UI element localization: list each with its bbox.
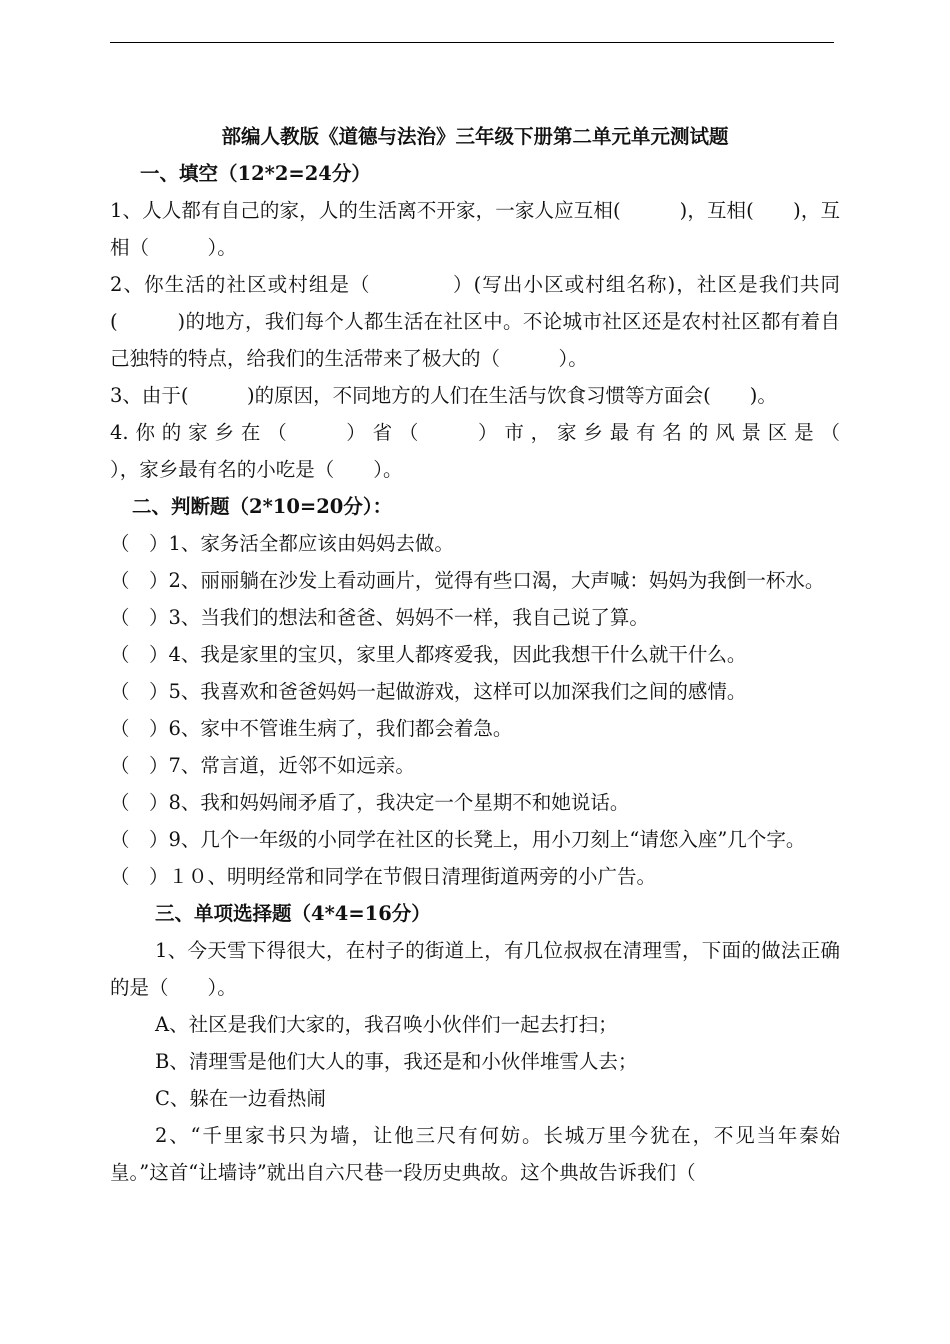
fill-blank-question-1: 1、人人都有自己的家，人的生活离不开家，一家人应互相( )，互相( )，互相（ ）。: [110, 199, 840, 259]
choice-question-1-option-c: C、躲在一边看热闹: [155, 1087, 326, 1110]
choice-question-1-option-a: A、社区是我们大家的，我召唤小伙伴们一起去打扫；: [155, 1013, 618, 1036]
true-false-item-6: （ ）6、家中不管谁生病了，我们都会着急。: [110, 717, 513, 740]
page-title: 部编人教版《道德与法治》三年级下册第二单元单元测试题: [221, 125, 729, 148]
choice-question-1: 1、今天雪下得很大，在村子的街道上，有几位叔叔在清理雪，下面的做法正确的是（ ）。: [110, 939, 840, 999]
header-rule: [110, 42, 834, 43]
fill-blank-question-4-line-2: ），家乡最有名的小吃是（ ）。: [110, 458, 403, 481]
true-false-item-4: （ ）4、我是家里的宝贝，家里人都疼爱我，因此我想干什么就干什么。: [110, 643, 747, 666]
section-multiple-choice-heading: 三、单项选择题（4*4=16分）: [155, 902, 431, 925]
true-false-item-7: （ ）7、常言道，近邻不如远亲。: [110, 754, 415, 777]
document-body: [110, 118, 840, 1191]
fill-blank-question-3: 3、由于( )的原因，不同地方的人们在生活与饮食习惯等方面会( )。: [110, 384, 777, 407]
fill-blank-question-4-line-1: 4.你的家乡在（ ）省（ ）市，家乡最有名的风景区是（: [110, 421, 840, 444]
fill-blank-question-2: 2、你生活的社区或村组是（ ）(写出小区或村组名称)，社区是我们共同( )的地方，我们每个人都生活在社区中。不论城市社区还是农村社区都有着自己独特的特点，给我们的生活带来了极大的（ ）。: [110, 273, 840, 370]
true-false-item-2: （ ）2、丽丽躺在沙发上看动画片，觉得有些口渴，大声喊：妈妈为我倒一杯水。: [110, 569, 825, 592]
true-false-item-1: （ ）1、家务活全都应该由妈妈去做。: [110, 532, 454, 555]
true-false-item-3: （ ）3、当我们的想法和爸爸、妈妈不一样，我自己说了算。: [110, 606, 649, 629]
section-fill-blank-heading: 一、填空（12*2=24分）: [140, 162, 371, 185]
true-false-item-5: （ ）5、我喜欢和爸爸妈妈一起做游戏，这样可以加深我们之间的感情。: [110, 680, 747, 703]
choice-question-1-option-b: B、清理雪是他们大人的事，我还是和小伙伴堆雪人去；: [155, 1050, 638, 1073]
true-false-item-10: （ ）１０、明明经常和同学在节假日清理街道两旁的小广告。: [110, 865, 657, 888]
section-true-false-heading: 二、判断题（2*10=20分）：: [132, 495, 393, 518]
choice-question-2: 2、“千里家书只为墙，让他三尺有何妨。长城万里今犹在，不见当年秦始皇。”这首“让墙诗”就出自六尺巷一段历史典故。这个典故告诉我们（: [110, 1124, 840, 1184]
true-false-item-9: （ ）9、几个一年级的小同学在社区的长凳上，用小刀刻上“请您入座”几个字。: [110, 828, 806, 851]
true-false-item-8: （ ）8、我和妈妈闹矛盾了，我决定一个星期不和她说话。: [110, 791, 630, 814]
